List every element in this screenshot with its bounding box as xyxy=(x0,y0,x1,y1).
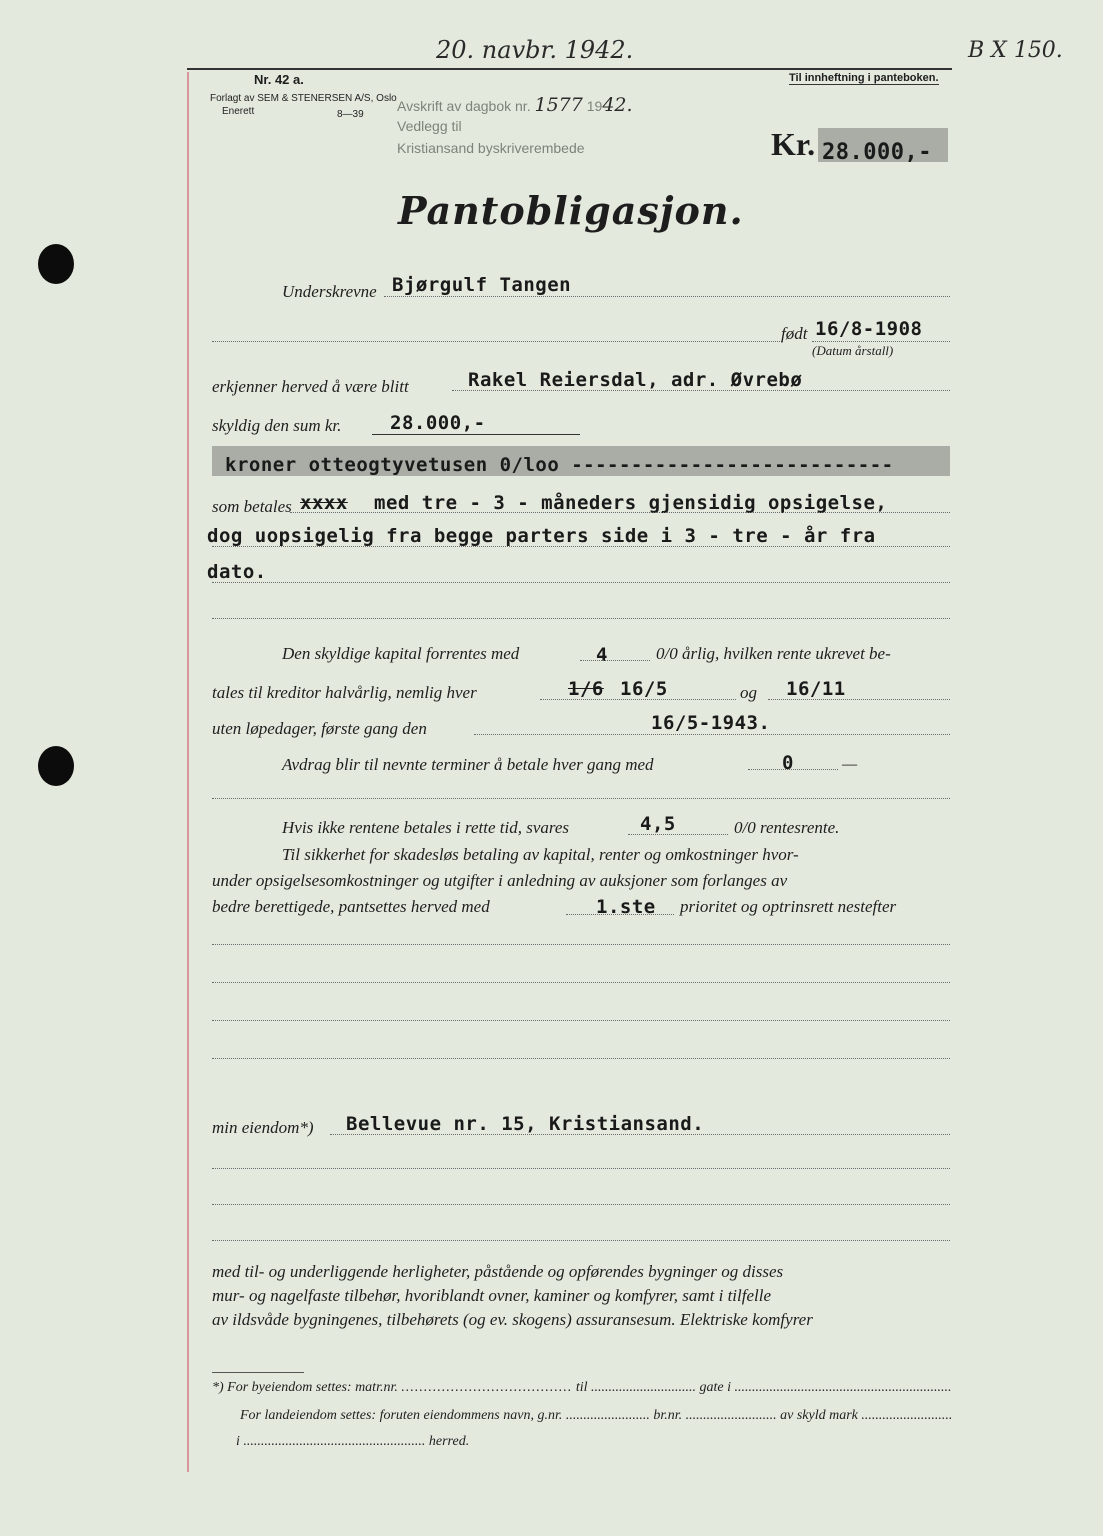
renter-text-2: 0/0 rentesrente. xyxy=(734,818,840,837)
betales-struck: xxxx xyxy=(300,492,348,514)
interest-first-date-line xyxy=(474,734,950,735)
blank-line-9 xyxy=(212,1240,950,1241)
security-line-3a: bedre berettigede, pantsettes herved med xyxy=(212,897,490,916)
security-line-3b: prioritet og optrinsrett nestefter xyxy=(680,897,897,916)
interest-rate: 4 xyxy=(596,644,608,666)
blank-line-3 xyxy=(212,944,950,945)
erkjenner-label: erkjenner herved å være blitt xyxy=(212,377,409,396)
publisher-line: Forlagt av SEM & STENERSEN A/S, Oslo xyxy=(210,93,397,104)
security-line-2: under opsigelsesomkostninger og utgifter i anledning av auksjoner som forlanges av xyxy=(212,871,788,890)
interest-date2-line xyxy=(768,699,950,700)
interest-date1: 16/5 xyxy=(620,678,668,700)
betales-line3-rule xyxy=(212,582,950,583)
corner-reference: B X 150. xyxy=(968,38,1063,63)
betales-line3: dato. xyxy=(207,561,267,583)
handwritten-date: 20. navbr. 1942. xyxy=(436,36,634,64)
fodt-line xyxy=(812,341,950,342)
closing-line-2: mur- og nagelfaste tilbehør, hvoriblandt ovner, kaminer og komfyrer, samt i tilfelle xyxy=(212,1286,772,1305)
avdrag-value: 0 xyxy=(782,752,794,774)
stamp-line1: Avskrift av dagbok nr. 1577 1942. xyxy=(397,94,633,116)
betales-line2-rule xyxy=(212,546,950,547)
property-value: Bellevue nr. 15, Kristiansand. xyxy=(346,1113,705,1135)
underskrevne-line xyxy=(384,296,950,297)
document-title: Pantobligasjon. xyxy=(398,188,744,233)
interest-text-3: tales til kreditor halvårlig, nemlig hver xyxy=(212,683,477,702)
underskrevne-value: Bjørgulf Tangen xyxy=(392,274,572,296)
blank-line-7 xyxy=(212,1168,950,1169)
renter-line xyxy=(628,834,728,835)
renter-value: 4,5 xyxy=(640,813,676,835)
blank-line-1 xyxy=(212,618,950,619)
closing-line-3: av ildsvåde bygningenes, tilbehørets (og ev. skogens) assuransesum. Elektriske komfyrer xyxy=(212,1310,813,1329)
footnote-rule xyxy=(212,1372,304,1373)
avdrag-text: Avdrag blir til nevnte terminer å betale hver gang med xyxy=(282,755,654,774)
fodt-leading-line xyxy=(212,341,782,342)
blank-line-4 xyxy=(212,982,950,983)
interest-first-date: 16/5-1943. xyxy=(651,712,771,734)
interest-struck-date: 1/6 xyxy=(568,678,604,700)
blank-line-2 xyxy=(212,798,950,799)
blank-line-5 xyxy=(212,1020,950,1021)
blank-line-8 xyxy=(212,1204,950,1205)
property-line xyxy=(330,1134,950,1135)
binding-note: Til innheftning i panteboken. xyxy=(789,72,939,84)
erkjenner-value: Rakel Reiersdal, adr. Øvrebø xyxy=(468,369,803,391)
punch-hole-bottom xyxy=(38,746,74,786)
blank-line-6 xyxy=(212,1058,950,1059)
footnote-line-1: *) For byeiendom settes: matr.nr. ...................................... til .............................. gate i .............................................................. xyxy=(212,1380,952,1395)
betales-value: med tre - 3 - måneders gjensidig opsigelse, xyxy=(374,492,888,514)
interest-date1-line xyxy=(540,699,736,700)
footnote-line-3: i .................................................... herred. xyxy=(236,1434,470,1449)
interest-text-2: 0/0 årlig, hvilken rente ukrevet be- xyxy=(656,644,891,663)
kroner-value: kroner otteogtyvetusen 0/loo --------------------------- xyxy=(225,454,894,476)
interest-date2: 16/11 xyxy=(786,678,846,700)
interest-text-1: Den skyldige kapital forrentes med xyxy=(282,644,520,663)
fodt-hint: (Datum årstall) xyxy=(812,343,894,358)
security-line-1: Til sikkerhet for skadesløs betaling av kapital, renter og omkostninger hvor- xyxy=(282,845,799,864)
punch-hole-top xyxy=(38,244,74,284)
skyldig-value: 28.000,- xyxy=(390,412,486,434)
betales-line xyxy=(290,512,950,513)
fodt-value: 16/8-1908 xyxy=(815,318,923,340)
stamp-line2: Vedlegg til xyxy=(397,118,462,134)
skyldig-line xyxy=(372,434,580,435)
closing-line-1: med til- og underliggende herligheter, påstående og opførendes bygninger og disses xyxy=(212,1262,784,1281)
form-number: Nr. 42 a. xyxy=(254,72,304,87)
interest-og: og xyxy=(740,683,757,702)
betales-line2: dog uopsigelig fra begge parters side i 3 - tre - år fra xyxy=(207,525,876,547)
amount-value: 28.000,- xyxy=(822,140,932,165)
underskrevne-label: Underskrevne xyxy=(282,282,377,301)
footnote-line-2: For landeiendom settes: foruten eiendommens navn, g.nr. ........................ br.nr. .......................... av skyld mark .......................... xyxy=(240,1408,953,1423)
interest-text-4: uten løpedager, første gang den xyxy=(212,719,427,738)
renter-text-1: Hvis ikke rentene betales i rette tid, svares xyxy=(282,818,570,837)
security-priority-line xyxy=(566,914,674,915)
skyldig-label: skyldig den sum kr. xyxy=(212,416,342,435)
property-label: min eiendom*) xyxy=(212,1118,314,1137)
amount-label: Kr. xyxy=(771,126,816,162)
interest-rate-line xyxy=(580,660,650,661)
avdrag-dash: — xyxy=(842,754,858,773)
stamp-line3: Kristiansand byskriverembede xyxy=(397,140,585,156)
fodt-label: født xyxy=(781,324,808,343)
header-rule xyxy=(187,68,952,70)
margin-rule xyxy=(187,72,189,1472)
avdrag-line xyxy=(748,769,838,770)
publisher-code: 8—39 xyxy=(337,109,364,120)
security-priority: 1.ste xyxy=(596,896,656,918)
betales-label: som betales xyxy=(212,497,292,516)
publisher-enerett: Enerett xyxy=(222,106,255,117)
